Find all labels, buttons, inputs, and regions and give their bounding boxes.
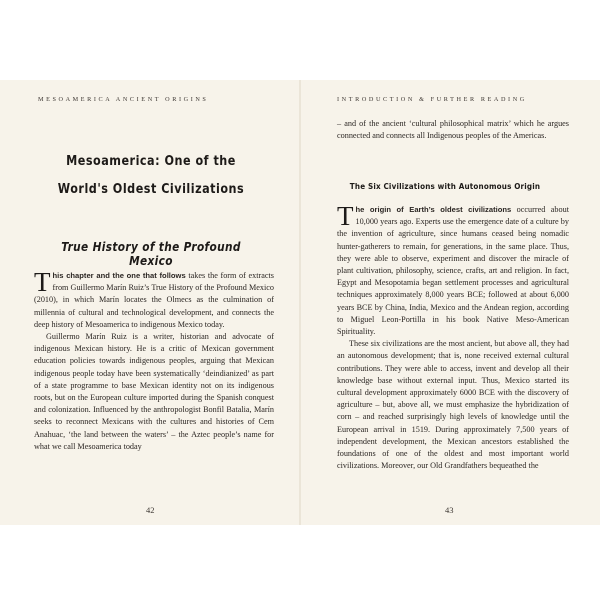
running-head-left: MESOAMERICA ANCIENT ORIGINS xyxy=(38,96,209,103)
drop-cap: T xyxy=(34,267,51,297)
running-head-right: INTRODUCTION & FURTHER READING xyxy=(337,96,527,103)
paragraph xyxy=(34,267,274,331)
paragraph xyxy=(337,201,569,338)
chapter-title: Mesoamerica: One of the World's Oldest Civilizations xyxy=(57,153,245,197)
subsection-title: The Six Civilizations with Autonomous Origin xyxy=(349,181,541,191)
left-body-text xyxy=(34,267,274,453)
section-title: True History of the Profound Mexico xyxy=(61,240,241,268)
book-spread xyxy=(0,80,600,525)
drop-cap: T xyxy=(337,201,354,231)
page-number-left: 42 xyxy=(146,505,155,515)
left-page xyxy=(0,80,300,525)
right-page xyxy=(300,80,600,525)
lead-in: his chapter and the one that follows xyxy=(52,271,186,280)
paragraph-text: occurred about 10,000 years ago. Experts use the emergence date of a culture by the invention of agriculture, since humans ceased being nomadic hunter-gatherers to remain, for generations, in the same place. Thus, they were able to observe, experiment and discover the miracle of plant cultivation, philosophy, science, crafts, art and religion. In fact, Egypt and Mesopotamia began settlement processes and agricultural techniques approximately 8,000 years BCE; followed at about 6,000 years BCE by China, India, Mexico and the Andean region, according to Miguel Leon-Portilla in his book Native Meso-American Spirituality. xyxy=(337,205,569,337)
paragraph: These six civilizations are the most ancient, but above all, they had an autonomous development; that is, none received external cultural contributions. They were able to access, invent and develop all their knowledge base without external input. Thus, Mexico started its cultural development approximately 6000 BCE with the discovery of agriculture – but, above all, we must emphasize the hybridization of corn – and reached surprisingly high levels of knowledge until the European arrival in 1519. During approximately 7,500 years of independent development, the Mexican ancestors established the foundations of one of the oldest and most important world civilizations. Moreover, our Old Grandfathers bequeathed the xyxy=(337,339,569,471)
paragraph: Guillermo Marín Ruiz is a writer, historian and advocate of indigenous Mexican history. He is a critic of Mexican government education policies towards indigenous peoples, arguing that Mexican indigenous people today have been systematically ‘deindianized’ as part of a state programme to base Mexican identity not on its indigenous roots, but on the European culture imported during the Spanish conquest and colonization. Influenced by the anthropologist Bonfil Batalia, Marín seeks to reconnect Mexicans with the cultures and histories of Cem Anahuac, ‘the land between the waters’ – the Aztec people’s name for what we call Mesoamerica today xyxy=(34,332,274,451)
continued-text xyxy=(337,118,569,142)
page-number-right: 43 xyxy=(445,505,454,515)
right-body-text xyxy=(337,201,569,472)
lead-in: he origin of Earth’s oldest civilizations xyxy=(355,205,512,214)
paragraph: – and of the ancient ‘cultural philosophical matrix’ which he argues connected and connects all Indigenous peoples of the Americas. xyxy=(337,119,569,141)
paragraph-text: takes the form of extracts from Guillermo Marín Ruiz’s True History of the Profound Mexico (2010), in which Marín locates the Olmecs as the culmination of millennia of cultural and technological development, and connects the deep history of Mesoamerica to indigenous Mexico today. xyxy=(34,271,274,329)
